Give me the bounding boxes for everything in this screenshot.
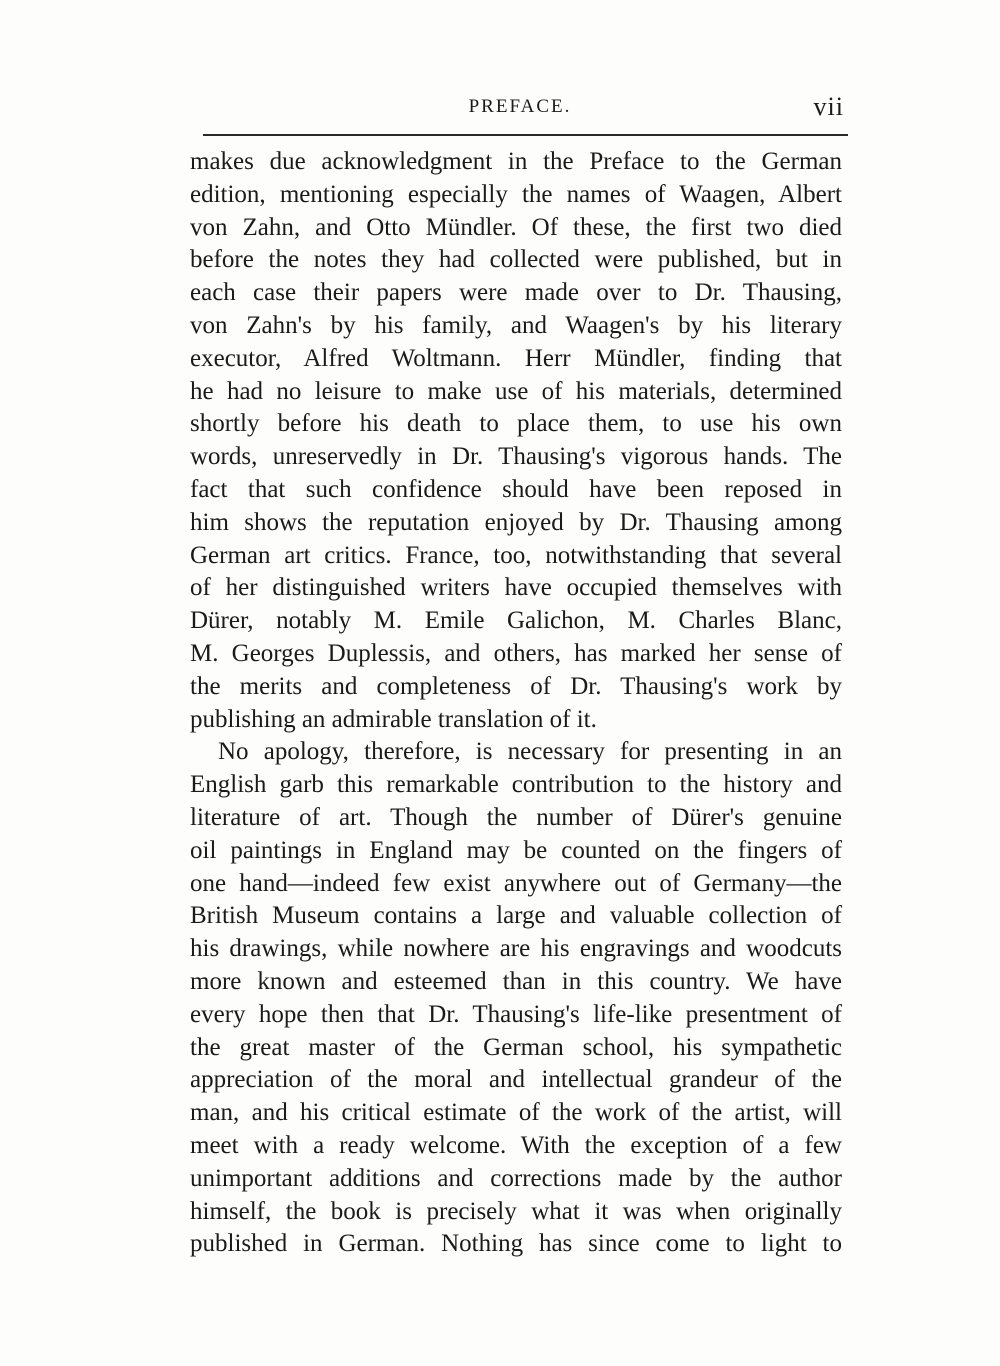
text-line: M. Georges Duplessis, and others, has marked her sense of [190,639,842,667]
text-line: makes due acknowledgment in the Preface to the German [190,148,842,175]
text-line: edition, mentioning especially the names of Waagen, Albert [190,180,842,208]
text-line: himself, the book is precisely what it was when originally [190,1197,842,1225]
running-head [190,92,850,128]
preface-body [190,146,842,1261]
text-line: him shows the reputation enjoyed by Dr. Thausing among [190,508,842,536]
text-line: literature of art. Though the number of Dürer's genuine [190,803,842,831]
text-line: von Zahn's by his family, and Waagen's by his literary [190,311,842,339]
text-line: unimportant additions and corrections made by the author [190,1164,842,1192]
text-line: meet with a ready welcome. With the exception of a few [190,1131,842,1159]
page-number: vii [813,92,844,121]
text-line: English garb this remarkable contribution to the history and [190,771,842,799]
text-line: shortly before his death to place them, to use his own [190,410,842,438]
text-line: more known and esteemed than in this country. We have [190,967,842,995]
text-line: before the notes they had collected were published, but in [190,246,842,274]
header-rule [203,134,848,136]
text-line: von Zahn, and Otto Mündler. Of these, the first two died [190,213,842,241]
text-line: the great master of the German school, his sympathetic [190,1033,842,1061]
text-line: German art critics. France, too, notwithstanding that several [190,541,842,569]
text-line: fact that such confidence should have been reposed in [190,475,842,503]
text-line: every hope then that Dr. Thausing's life-like presentment of [190,1000,842,1028]
text-line: executor, Alfred Woltmann. Herr Mündler, finding that [190,344,842,372]
text-line: published in German. Nothing has since come to light to [190,1230,842,1258]
text-line: each case their papers were made over to Dr. Thausing, [190,279,842,307]
text-line: the merits and completeness of Dr. Thausing's work by [190,672,842,700]
text-line: of her distinguished writers have occupied themselves with [190,574,842,602]
text-line: Dürer, notably M. Emile Galichon, M. Charles Blanc, [190,607,842,635]
paragraph-end-line: publishing an admirable translation of it. [190,705,597,733]
paragraph-start-line: No apology, therefore, is necessary for presenting in an [218,738,842,766]
text-line: his drawings, while nowhere are his engravings and woodcuts [190,935,842,963]
text-line: he had no leisure to make use of his materials, determined [190,377,842,405]
text-line: oil paintings in England may be counted on the fingers of [190,836,842,864]
text-line: one hand—indeed few exist anywhere out of Germany—the [190,869,842,897]
text-line: appreciation of the moral and intellectual grandeur of the [190,1066,842,1094]
text-line: man, and his critical estimate of the work of the artist, will [190,1099,842,1127]
running-title: PREFACE. [468,96,572,117]
text-line: British Museum contains a large and valuable collection of [190,902,842,930]
text-line: words, unreservedly in Dr. Thausing's vigorous hands. The [190,443,842,471]
